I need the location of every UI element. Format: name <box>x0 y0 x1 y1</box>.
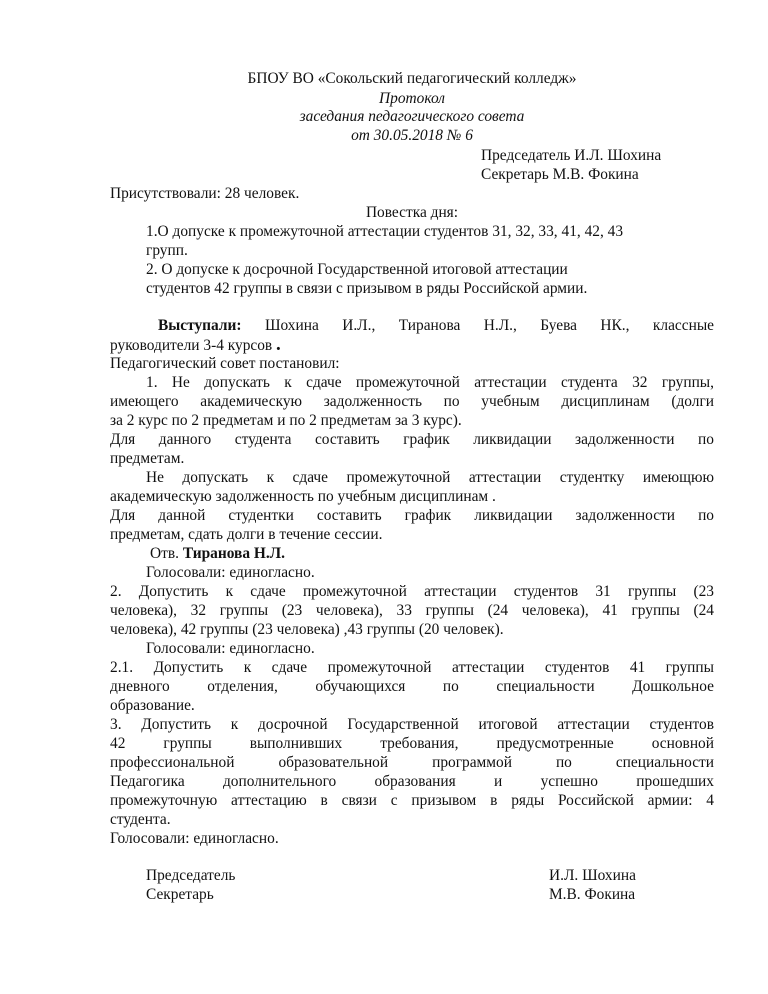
signature-chair-title: Председатель <box>146 867 236 884</box>
header-secretary: Секретарь М.В. Фокина <box>481 166 639 183</box>
res1-line1: 1. Не допускать к сдаче промежуточной аттестации студента 32 группы, <box>146 374 714 391</box>
res2-line1: 2. Допустить к сдаче промежуточной аттестации студентов 31 группы (23 <box>110 583 714 600</box>
vote-result-1: Голосовали: единогласно. <box>146 564 315 581</box>
speakers-teachers: руководители 3-4 курсов <box>110 337 273 354</box>
res3-line6: студента. <box>110 811 171 828</box>
signature-secretary-name: М.В. Фокина <box>549 886 636 903</box>
res1b-plan-line1: Для данной студентки составить график ликвидации задолженности по <box>110 507 714 524</box>
signature-chair-name: И.Л. Шохина <box>549 867 636 884</box>
speakers-line <box>158 316 714 335</box>
res1-plan-line2: предметам. <box>110 450 185 467</box>
responsible-line <box>150 544 285 563</box>
speakers-line-2 <box>110 335 281 355</box>
res21-line3: образование. <box>110 697 195 714</box>
res1b-line2: академическую задолженность по учебным дисциплинам . <box>110 488 496 505</box>
res2-line2: человека), 32 группы (23 человека), 33 группы (24 человека), 41 группы (24 <box>110 602 714 619</box>
res1-plan-line1: Для данного студента составить график ликвидации задолженности по <box>110 431 714 448</box>
res1-line3: за 2 курс по 2 предметам и по 2 предметам за 3 курс). <box>110 412 462 429</box>
doc-date-number: от 30.05.2018 № 6 <box>351 127 473 144</box>
res2-line3: человека), 42 группы (23 человека) ,43 группы (20 человек). <box>110 621 504 638</box>
res3-line1: 3. Допустить к досрочной Государственной итоговой аттестации студентов <box>110 716 714 733</box>
speakers-end-dot: . <box>276 334 281 355</box>
res1b-plan-line2: предметам, сдать долги в течение сессии. <box>110 526 383 543</box>
header-chair: Председатель И.Л. Шохина <box>481 147 662 164</box>
vote-result-2: Голосовали: единогласно. <box>146 640 315 657</box>
res1-line2: имеющего академическую задолженность по учебным дисциплинам (долги <box>110 393 714 410</box>
res3-line2: 42 группы выполнивших требования, предусмотренные основной <box>110 735 714 752</box>
signature-secretary-title: Секретарь <box>146 886 214 903</box>
speakers-names: Шохина И.Л., Тиранова Н.Л., Буева НК., классные <box>264 317 714 334</box>
agenda-item-2-cont: студентов 42 группы в связи с призывом в ряды Российской армии. <box>146 280 588 297</box>
res3-line5: промежуточную аттестацию в связи с призывом в ряды Российской армии: 4 <box>110 792 714 809</box>
resolution-heading: Педагогический совет постановил: <box>110 355 340 372</box>
responsible-label: Отв. <box>150 545 179 562</box>
speakers-label: Выступали: <box>158 317 242 334</box>
doc-subject: заседания педагогического совета <box>299 108 525 125</box>
org-name: БПОУ ВО «Сокольский педагогический колледж» <box>247 70 577 87</box>
agenda-item-2: 2. О допуске к досрочной Государственной итоговой аттестации <box>146 261 568 278</box>
agenda-title: Повестка дня: <box>365 204 459 221</box>
res3-line3: профессиональной образовательной программой по специальности <box>110 754 714 771</box>
res21-line2: дневного отделения, обучающихся по специальности Дошкольное <box>110 678 714 695</box>
vote-result-3: Голосовали: единогласно. <box>110 830 279 847</box>
agenda-item-1-cont: групп. <box>146 242 188 259</box>
responsible-name: Тиранова Н.Л. <box>182 545 286 562</box>
res1b-line1: Не допускать к сдаче промежуточной аттестации студентку имеющюю <box>146 469 714 486</box>
res3-line4: Педагогика дополнительного образования и успешно прошедших <box>110 773 714 790</box>
agenda-item-1: 1.О допуске к промежуточной аттестации студентов 31, 32, 33, 41, 42, 43 <box>146 223 624 240</box>
doc-type: Протокол <box>379 90 445 107</box>
present-count: Присутствовали: 28 человек. <box>110 185 300 202</box>
res21-line1: 2.1. Допустить к сдаче промежуточной аттестации студентов 41 группы <box>110 659 714 676</box>
